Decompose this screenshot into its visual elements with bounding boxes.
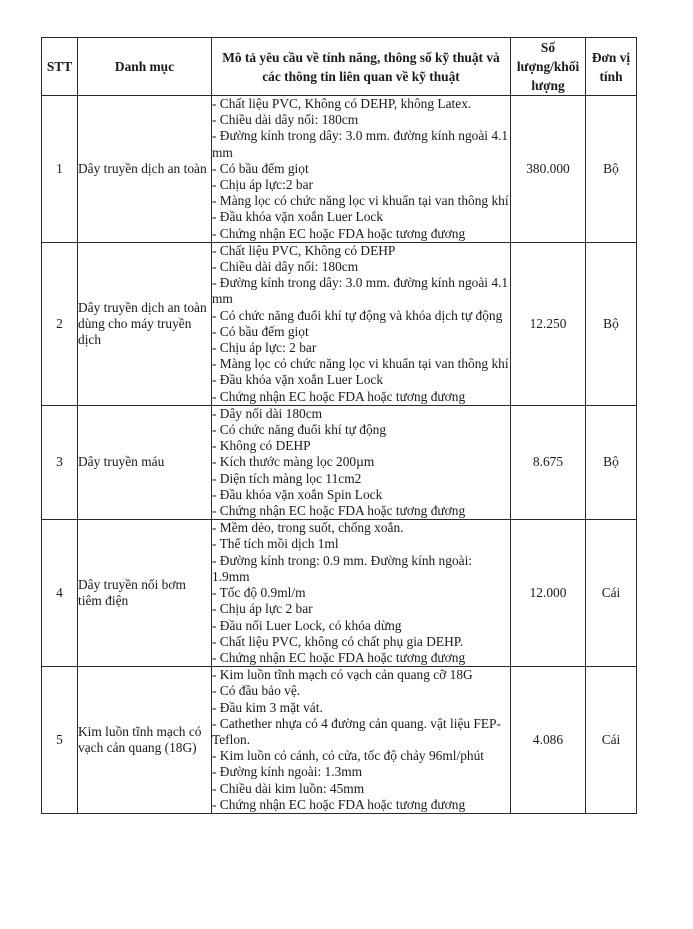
row-description bbox=[212, 96, 511, 243]
spec-line: - Chứng nhận EC hoặc FDA hoặc tương đương bbox=[212, 649, 466, 665]
row-category: Dây truyền dịch an toàn dùng cho máy truyền dịch bbox=[78, 242, 212, 405]
spec-line: - Diện tích màng lọc 11cm2 bbox=[212, 470, 362, 486]
row-quantity: 8.675 bbox=[511, 405, 586, 519]
row-unit: Bộ bbox=[586, 96, 637, 243]
spec-line: - Thể tích mồi dịch 1ml bbox=[212, 536, 339, 552]
spec-line: - Đường kính trong dây: 3.0 mm. đường kính ngoài 4.1 mm bbox=[212, 275, 509, 307]
row-unit: Cái bbox=[586, 520, 637, 667]
header-stt: STT bbox=[42, 38, 78, 96]
row-unit: Bộ bbox=[586, 405, 637, 519]
spec-line: - Chứng nhận EC hoặc FDA hoặc tương đương bbox=[212, 796, 466, 812]
spec-line: - Mềm dẻo, trong suốt, chống xoắn. bbox=[212, 520, 404, 536]
spec-line: - Kim luồn có cánh, có cửa, tốc độ chảy 96ml/phút bbox=[212, 748, 485, 764]
row-unit: Cái bbox=[586, 667, 637, 814]
row-description bbox=[212, 405, 511, 519]
spec-line: - Đường kính trong dây: 3.0 mm. đường kính ngoài 4.1 mm bbox=[212, 128, 509, 160]
spec-list bbox=[212, 406, 510, 519]
header-description: Mô tả yêu cầu về tính năng, thông số kỹ thuật và các thông tin liên quan về kỹ thuật bbox=[212, 38, 511, 96]
row-stt: 5 bbox=[42, 667, 78, 814]
spec-line: - Chịu áp lực: 2 bar bbox=[212, 340, 317, 356]
spec-list bbox=[212, 243, 510, 405]
table-row bbox=[42, 667, 637, 814]
spec-line: - Có bầu đếm giọt bbox=[212, 323, 309, 339]
table-row bbox=[42, 405, 637, 519]
spec-line: - Chất liệu PVC, Không có DEHP, không Latex. bbox=[212, 96, 472, 111]
spec-line: - Đầu nối Luer Lock, có khóa dừng bbox=[212, 617, 402, 633]
spec-line: - Chiều dài dây nối: 180cm bbox=[212, 112, 359, 128]
spec-line: - Chất liệu PVC, không có chất phụ gia DEHP. bbox=[212, 633, 464, 649]
spec-line: - Kích thước màng lọc 200µm bbox=[212, 454, 375, 470]
spec-line: - Không có DEHP bbox=[212, 438, 311, 454]
row-quantity: 12.250 bbox=[511, 242, 586, 405]
spec-line: - Chất liệu PVC, Không có DEHP bbox=[212, 242, 396, 258]
spec-line: - Đầu khóa vặn xoắn Luer Lock bbox=[212, 372, 384, 388]
header-row bbox=[42, 38, 637, 96]
spec-line: - Cathether nhựa có 4 đường cản quang. vật liệu FEP-Teflon. bbox=[212, 715, 501, 747]
row-stt: 3 bbox=[42, 405, 78, 519]
spec-line: - Màng lọc có chức năng lọc vi khuẩn tại van thông khí bbox=[212, 356, 509, 372]
row-quantity: 4.086 bbox=[511, 667, 586, 814]
row-description bbox=[212, 520, 511, 667]
row-quantity: 12.000 bbox=[511, 520, 586, 667]
row-stt: 2 bbox=[42, 242, 78, 405]
row-unit: Bộ bbox=[586, 242, 637, 405]
spec-line: - Có chức năng đuổi khí tự động và khóa dịch tự động bbox=[212, 307, 503, 323]
header-category: Danh mục bbox=[78, 38, 212, 96]
table-row bbox=[42, 242, 637, 405]
header-quantity: Số lượng/khối lượng bbox=[511, 38, 586, 96]
spec-line: - Chịu áp lực 2 bar bbox=[212, 601, 313, 617]
row-description bbox=[212, 667, 511, 814]
spec-list bbox=[212, 667, 510, 813]
spec-line: - Dây nối dài 180cm bbox=[212, 405, 323, 421]
row-stt: 4 bbox=[42, 520, 78, 667]
spec-line: - Chịu áp lực:2 bar bbox=[212, 177, 313, 193]
row-description bbox=[212, 242, 511, 405]
spec-line: - Đường kính ngoài: 1.3mm bbox=[212, 764, 363, 780]
row-category: Kim luồn tĩnh mạch có vạch cản quang (18G) bbox=[78, 667, 212, 814]
spec-line: - Chứng nhận EC hoặc FDA hoặc tương đương bbox=[212, 225, 466, 241]
spec-line: - Tốc độ 0.9ml/m bbox=[212, 585, 306, 601]
spec-line: - Có chức năng đuổi khí tự động bbox=[212, 422, 387, 438]
table-row bbox=[42, 520, 637, 667]
spec-line: - Kim luồn tĩnh mạch có vạch cản quang cỡ 18G bbox=[212, 667, 473, 683]
row-category: Dây truyền dịch an toàn bbox=[78, 96, 212, 243]
spec-line: - Đầu kim 3 mặt vát. bbox=[212, 699, 323, 715]
spec-line: - Chứng nhận EC hoặc FDA hoặc tương đương bbox=[212, 503, 466, 519]
spec-line: - Chiều dài dây nối: 180cm bbox=[212, 259, 359, 275]
spec-line: - Đường kính trong: 0.9 mm. Đường kính ngoài: 1.9mm bbox=[212, 552, 473, 584]
row-quantity: 380.000 bbox=[511, 96, 586, 243]
row-category: Dây truyền máu bbox=[78, 405, 212, 519]
spec-line: - Có bầu đếm giọt bbox=[212, 160, 309, 176]
equipment-spec-table bbox=[41, 37, 637, 814]
spec-line: - Đầu khóa vặn xoắn Luer Lock bbox=[212, 209, 384, 225]
spec-list bbox=[212, 96, 510, 242]
spec-line: - Chiều dài kim luồn: 45mm bbox=[212, 780, 365, 796]
spec-line: - Chứng nhận EC hoặc FDA hoặc tương đương bbox=[212, 388, 466, 404]
spec-line: - Có đầu bảo vệ. bbox=[212, 683, 301, 699]
row-category: Dây truyền nối bơm tiêm điện bbox=[78, 520, 212, 667]
spec-list bbox=[212, 520, 510, 666]
spec-line: - Màng lọc có chức năng lọc vi khuẩn tại van thông khí bbox=[212, 193, 509, 209]
spec-line: - Đầu khóa vặn xoắn Spin Lock bbox=[212, 486, 383, 502]
header-unit: Đơn vị tính bbox=[586, 38, 637, 96]
table-row bbox=[42, 96, 637, 243]
row-stt: 1 bbox=[42, 96, 78, 243]
